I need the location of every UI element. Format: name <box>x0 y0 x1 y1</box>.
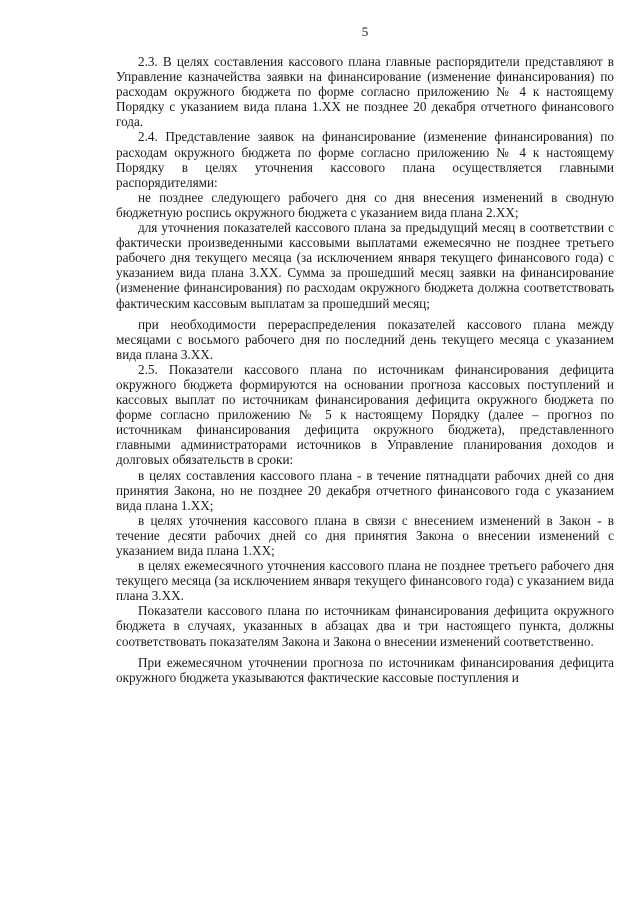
paragraph-2-4: 2.4. Представление заявок на финансирование (изменение финансирования) по расходам окружного бюджета по форме согласно приложению № 4 к настоящему Порядку в целях уточнения кассового плана осуществляется главными распорядителями: <box>116 129 614 190</box>
paragraph-2-5: 2.5. Показатели кассового плана по источникам финансирования дефицита окружного бюджета формируются на основании прогноза кассовых поступлений и кассовых выплат по источникам финансирования дефицита окружного бюджета по форме согласно приложению № 5 к настоящему Порядку (далее – прогноз по источникам финансирования дефицита окружного бюджета), представленного главными администраторами источников в Управление планирования доходов и долговых обязательств в сроки: <box>116 361 614 468</box>
document-body <box>116 54 614 685</box>
paragraph-2-3: 2.3. В целях составления кассового плана главные распорядители представляют в Управление казначейства заявки на финансирование (изменение финансирования) по расходам окружного бюджета по форме согласно приложению № 4 к настоящему Порядку с указанием вида плана 1.XX не позднее 20 декабря отчетного финансового года. <box>116 54 614 130</box>
paragraph-2-4-item-1: не позднее следующего рабочего дня со дня внесения изменений в сводную бюджетную роспись окружного бюджета с указанием вида плана 2.XX; <box>116 189 614 220</box>
paragraph-monthly-update: При ежемесячном уточнении прогноза по источникам финансирования дефицита окружного бюджета указываются фактические кассовые поступления и <box>116 654 614 685</box>
paragraph-2-5-item-1: в целях составления кассового плана - в течение пятнадцати рабочих дней со дня принятия Закона, но не позднее 20 декабря отчетного финансового года с указанием вида плана 1.XX; <box>116 467 614 513</box>
page-number: 5 <box>361 24 369 39</box>
paragraph-2-5-item-3: в целях ежемесячного уточнения кассового плана не позднее третьего рабочего дня текущего месяца (за исключением января текущего финансового года) с указанием вида плана 3.XX. <box>116 558 614 604</box>
paragraph-2-5-note: Показатели кассового плана по источникам финансирования дефицита окружного бюджета в случаях, указанных в абзацах два и три настоящего пункта, должны соответствовать показателям Закона и Закона о внесении изменений соответственно. <box>116 603 614 649</box>
paragraph-2-4-item-3: при необходимости перераспределения показателей кассового плана между месяцами с восьмого рабочего дня по последний день текущего месяца с указанием вида плана 3.XX. <box>116 316 614 362</box>
paragraph-2-4-item-2: для уточнения показателей кассового плана за предыдущий месяц в соответствии с фактически произведенными кассовыми выплатами ежемесячно не позднее третьего рабочего дня текущего месяца (за исключением января текущего финансового года) с указанием вида плана 3.XX. Сумма за прошедший месяц заявки на финансирование (изменение финансирования) по расходам окружного бюджета должна соответствовать фактическим кассовым выплатам за прошедший месяц; <box>116 220 614 311</box>
paragraph-2-5-item-2: в целях уточнения кассового плана в связи с внесением изменений в Закон - в течение десяти рабочих дней со дня принятия Закона о внесении изменений с указанием вида плана 1.XX; <box>116 512 614 558</box>
